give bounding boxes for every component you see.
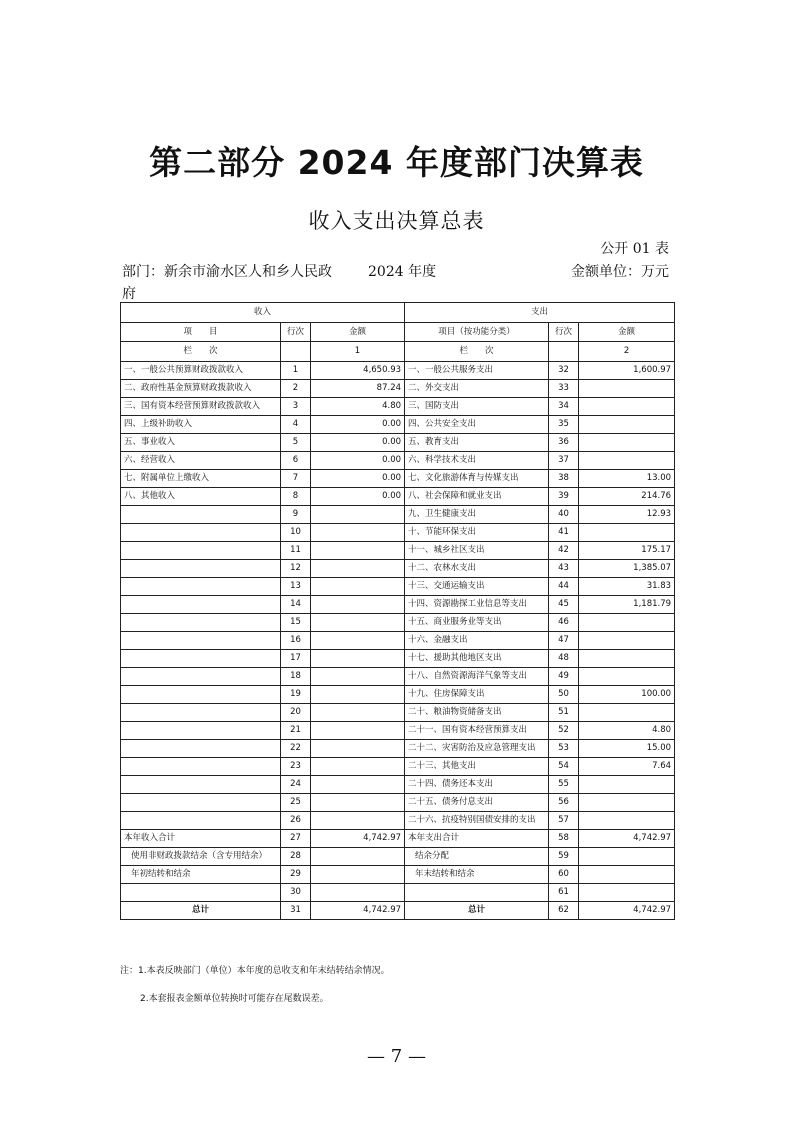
income-item — [121, 704, 281, 722]
expense-item: 三、国防支出 — [405, 398, 549, 416]
income-line-no: 6 — [281, 452, 311, 470]
income-line-no: 9 — [281, 506, 311, 524]
expense-item: 二十二、灾害防治及应急管理支出 — [405, 740, 549, 758]
expense-amount — [579, 614, 675, 632]
expense-amount: 1,181.79 — [579, 596, 675, 614]
table-row — [121, 812, 675, 830]
table-row — [121, 596, 675, 614]
income-item — [121, 812, 281, 830]
expense-line-no: 39 — [549, 488, 579, 506]
income-line-no: 24 — [281, 776, 311, 794]
income-item — [121, 668, 281, 686]
expense-line-no: 62 — [549, 902, 579, 920]
expense-amount — [579, 452, 675, 470]
expense-item: 十二、农林水支出 — [405, 560, 549, 578]
table-row — [121, 758, 675, 776]
expense-line-no: 55 — [549, 776, 579, 794]
expense-amount — [579, 866, 675, 884]
income-item: 本年收入合计 — [121, 830, 281, 848]
income-line-no: 21 — [281, 722, 311, 740]
expense-amount — [579, 650, 675, 668]
income-amount — [311, 884, 405, 902]
income-line-no: 25 — [281, 794, 311, 812]
income-amount: 4,742.97 — [311, 902, 405, 920]
page-number: — 7 — — [367, 1046, 426, 1067]
income-expense-table — [120, 302, 675, 920]
expense-item: 十、节能环保支出 — [405, 524, 549, 542]
expense-line-no: 40 — [549, 506, 579, 524]
income-item — [121, 758, 281, 776]
expense-item: 二十三、其他支出 — [405, 758, 549, 776]
expense-item: 十四、资源勘探工业信息等支出 — [405, 596, 549, 614]
expense-amount: 100.00 — [579, 686, 675, 704]
table-row — [121, 416, 675, 434]
income-line-no: 8 — [281, 488, 311, 506]
expense-amount — [579, 380, 675, 398]
expense-amount: 4,742.97 — [579, 902, 675, 920]
expense-item: 十八、自然资源海洋气象等支出 — [405, 668, 549, 686]
income-item — [121, 776, 281, 794]
page-title: 第二部分 2024 年度部门决算表 — [149, 143, 644, 182]
income-item — [121, 596, 281, 614]
expense-line-no: 33 — [549, 380, 579, 398]
income-line-no: 26 — [281, 812, 311, 830]
income-item: 二、政府性基金预算财政拨款收入 — [121, 380, 281, 398]
table-row — [121, 866, 675, 884]
expense-item: 本年支出合计 — [405, 830, 549, 848]
expense-item: 二十四、债务还本支出 — [405, 776, 549, 794]
income-line-no: 18 — [281, 668, 311, 686]
expense-amount — [579, 398, 675, 416]
table-row — [121, 470, 675, 488]
expense-amount: 4,742.97 — [579, 830, 675, 848]
expense-item: 二十六、抗疫特别国债安排的支出 — [405, 812, 549, 830]
expense-line-no: 61 — [549, 884, 579, 902]
income-amount — [311, 614, 405, 632]
table-row — [121, 776, 675, 794]
expense-line-no: 60 — [549, 866, 579, 884]
income-item — [121, 740, 281, 758]
income-line-no: 5 — [281, 434, 311, 452]
expense-item: 十三、交通运输支出 — [405, 578, 549, 596]
income-line-no: 4 — [281, 416, 311, 434]
col-item-income: 项 目 — [121, 323, 281, 342]
expense-line-no: 44 — [549, 578, 579, 596]
expense-line-no: 36 — [549, 434, 579, 452]
income-amount — [311, 524, 405, 542]
income-item: 七、附属单位上缴收入 — [121, 470, 281, 488]
income-item: 一、一般公共预算财政拨款收入 — [121, 362, 281, 380]
expense-amount — [579, 524, 675, 542]
table-title: 收入支出决算总表 — [308, 209, 485, 233]
income-item: 四、上级补助收入 — [121, 416, 281, 434]
expense-line-no: 46 — [549, 614, 579, 632]
expense-item: 九、卫生健康支出 — [405, 506, 549, 524]
expense-amount: 4.80 — [579, 722, 675, 740]
expense-line-no: 52 — [549, 722, 579, 740]
table-row — [121, 686, 675, 704]
income-amount — [311, 596, 405, 614]
income-amount — [311, 506, 405, 524]
expense-amount: 214.76 — [579, 488, 675, 506]
expense-amount — [579, 794, 675, 812]
table-row — [121, 434, 675, 452]
income-line-no: 7 — [281, 470, 311, 488]
income-item: 总计 — [121, 902, 281, 920]
income-amount: 4,650.93 — [311, 362, 405, 380]
income-amount: 0.00 — [311, 470, 405, 488]
income-line-no: 20 — [281, 704, 311, 722]
table-row — [121, 524, 675, 542]
expense-item: 二十、粮油物资储备支出 — [405, 704, 549, 722]
income-amount — [311, 632, 405, 650]
expense-amount — [579, 434, 675, 452]
expense-amount: 1,385.07 — [579, 560, 675, 578]
expense-amount — [579, 632, 675, 650]
income-line-no: 2 — [281, 380, 311, 398]
table-row — [121, 506, 675, 524]
income-line-no: 22 — [281, 740, 311, 758]
income-item — [121, 506, 281, 524]
col-item-expense: 项目（按功能分类） — [405, 323, 549, 342]
expense-item: 八、社会保障和就业支出 — [405, 488, 549, 506]
expense-item: 二十一、国有资本经营预算支出 — [405, 722, 549, 740]
income-amount — [311, 776, 405, 794]
expense-amount — [579, 812, 675, 830]
table-row — [121, 722, 675, 740]
expense-amount — [579, 704, 675, 722]
expense-item: 六、科学技术支出 — [405, 452, 549, 470]
income-line-no: 28 — [281, 848, 311, 866]
income-line-no: 3 — [281, 398, 311, 416]
income-item — [121, 578, 281, 596]
expense-line-no: 58 — [549, 830, 579, 848]
table-row — [121, 380, 675, 398]
table-row — [121, 794, 675, 812]
expense-amount: 175.17 — [579, 542, 675, 560]
expense-line-no: 35 — [549, 416, 579, 434]
income-item — [121, 722, 281, 740]
income-line-no: 16 — [281, 632, 311, 650]
expense-amount: 1,600.97 — [579, 362, 675, 380]
expense-line-no: 34 — [549, 398, 579, 416]
expense-amount: 12.93 — [579, 506, 675, 524]
expense-item: 五、教育支出 — [405, 434, 549, 452]
table-row — [121, 452, 675, 470]
table-code: 公开 01 表 — [600, 241, 669, 257]
unit-label: 金额单位：万元 — [571, 264, 669, 280]
income-item: 八、其他收入 — [121, 488, 281, 506]
income-amount — [311, 650, 405, 668]
expense-amount: 7.64 — [579, 758, 675, 776]
expense-item: 十九、住房保障支出 — [405, 686, 549, 704]
income-amount — [311, 542, 405, 560]
expense-item: 总计 — [405, 902, 549, 920]
income-amount — [311, 686, 405, 704]
income-amount — [311, 740, 405, 758]
expense-item: 年末结转和结余 — [405, 866, 549, 884]
expense-amount — [579, 668, 675, 686]
income-item — [121, 524, 281, 542]
income-item: 三、国有资本经营预算财政拨款收入 — [121, 398, 281, 416]
income-line-no: 29 — [281, 866, 311, 884]
col-amount-expense: 金额 — [579, 323, 675, 342]
expense-item: 十六、金融支出 — [405, 632, 549, 650]
income-item: 年初结转和结余 — [121, 866, 281, 884]
expense-line-no: 53 — [549, 740, 579, 758]
income-item — [121, 542, 281, 560]
income-amount: 0.00 — [311, 434, 405, 452]
expense-line-no: 56 — [549, 794, 579, 812]
expense-amount: 15.00 — [579, 740, 675, 758]
table-row — [121, 668, 675, 686]
expense-line-no: 42 — [549, 542, 579, 560]
income-line-no: 23 — [281, 758, 311, 776]
expense-line-no: 45 — [549, 596, 579, 614]
income-item — [121, 686, 281, 704]
income-amount — [311, 668, 405, 686]
income-amount — [311, 848, 405, 866]
table-row — [121, 362, 675, 380]
expense-line-no: 43 — [549, 560, 579, 578]
expense-amount — [579, 884, 675, 902]
expense-item: 四、公共安全支出 — [405, 416, 549, 434]
expense-header: 支出 — [405, 303, 675, 323]
col-amount-income: 金额 — [311, 323, 405, 342]
expense-line-no: 57 — [549, 812, 579, 830]
income-amount: 0.00 — [311, 452, 405, 470]
col-num-2: 2 — [579, 342, 675, 362]
expense-item: 七、文化旅游体育与传媒支出 — [405, 470, 549, 488]
table-row — [121, 902, 675, 920]
income-amount: 4.80 — [311, 398, 405, 416]
expense-line-no: 51 — [549, 704, 579, 722]
expense-item: 结余分配 — [405, 848, 549, 866]
income-item — [121, 884, 281, 902]
income-amount — [311, 812, 405, 830]
income-item: 使用非财政拨款结余（含专用结余） — [121, 848, 281, 866]
income-line-no: 14 — [281, 596, 311, 614]
table-row — [121, 848, 675, 866]
expense-line-no: 32 — [549, 362, 579, 380]
col-column-income: 栏 次 — [121, 342, 281, 362]
table-row — [121, 488, 675, 506]
income-item: 五、事业收入 — [121, 434, 281, 452]
income-amount: 0.00 — [311, 416, 405, 434]
income-line-no: 1 — [281, 362, 311, 380]
expense-line-no: 47 — [549, 632, 579, 650]
department-label: 部门：新余市渝水区人和乡人民政府 — [122, 264, 332, 302]
income-item — [121, 650, 281, 668]
income-line-no: 12 — [281, 560, 311, 578]
expense-amount — [579, 848, 675, 866]
expense-line-no: 37 — [549, 452, 579, 470]
income-line-no: 27 — [281, 830, 311, 848]
expense-line-no: 49 — [549, 668, 579, 686]
table-row — [121, 740, 675, 758]
expense-item: 一、一般公共服务支出 — [405, 362, 549, 380]
income-amount — [311, 866, 405, 884]
income-line-no: 30 — [281, 884, 311, 902]
income-item — [121, 614, 281, 632]
expense-item: 十五、商业服务业等支出 — [405, 614, 549, 632]
expense-line-no: 59 — [549, 848, 579, 866]
income-amount — [311, 704, 405, 722]
year-label: 2024 年度 — [368, 264, 437, 280]
expense-item: 十七、援助其他地区支出 — [405, 650, 549, 668]
income-line-no: 13 — [281, 578, 311, 596]
expense-line-no: 50 — [549, 686, 579, 704]
col-column-expense: 栏 次 — [405, 342, 549, 362]
income-item: 六、经营收入 — [121, 452, 281, 470]
expense-amount — [579, 416, 675, 434]
table-row — [121, 560, 675, 578]
income-line-no: 11 — [281, 542, 311, 560]
table-row — [121, 398, 675, 416]
col-line-expense: 行次 — [549, 323, 579, 342]
income-amount — [311, 722, 405, 740]
expense-item: 二、外交支出 — [405, 380, 549, 398]
income-amount — [311, 758, 405, 776]
expense-item: 十一、城乡社区支出 — [405, 542, 549, 560]
table-row — [121, 632, 675, 650]
expense-line-no: 41 — [549, 524, 579, 542]
expense-item — [405, 884, 549, 902]
note-1: 注：1.本表反映部门（单位）本年度的总收支和年末结转结余情况。 — [120, 966, 390, 976]
note-2: 2.本套报表金额单位转换时可能存在尾数误差。 — [140, 994, 329, 1004]
col-num-1: 1 — [311, 342, 405, 362]
income-amount — [311, 578, 405, 596]
income-line-no: 19 — [281, 686, 311, 704]
col-line-income: 行次 — [281, 323, 311, 342]
col-blank-income — [281, 342, 311, 362]
income-item — [121, 560, 281, 578]
income-item — [121, 794, 281, 812]
income-amount: 87.24 — [311, 380, 405, 398]
expense-amount — [579, 776, 675, 794]
income-amount — [311, 794, 405, 812]
income-header: 收入 — [121, 303, 405, 323]
income-amount: 4,742.97 — [311, 830, 405, 848]
expense-amount: 31.83 — [579, 578, 675, 596]
expense-amount: 13.00 — [579, 470, 675, 488]
notes — [120, 964, 390, 1006]
table-row — [121, 542, 675, 560]
table-row — [121, 704, 675, 722]
income-item — [121, 632, 281, 650]
income-line-no: 15 — [281, 614, 311, 632]
expense-line-no: 38 — [549, 470, 579, 488]
table-row — [121, 650, 675, 668]
table-row — [121, 830, 675, 848]
table-row — [121, 614, 675, 632]
table-row — [121, 884, 675, 902]
expense-line-no: 48 — [549, 650, 579, 668]
col-blank-expense — [549, 342, 579, 362]
table-row — [121, 578, 675, 596]
income-line-no: 31 — [281, 902, 311, 920]
expense-item: 二十五、债务付息支出 — [405, 794, 549, 812]
income-line-no: 17 — [281, 650, 311, 668]
income-line-no: 10 — [281, 524, 311, 542]
income-amount: 0.00 — [311, 488, 405, 506]
income-amount — [311, 560, 405, 578]
expense-line-no: 54 — [549, 758, 579, 776]
